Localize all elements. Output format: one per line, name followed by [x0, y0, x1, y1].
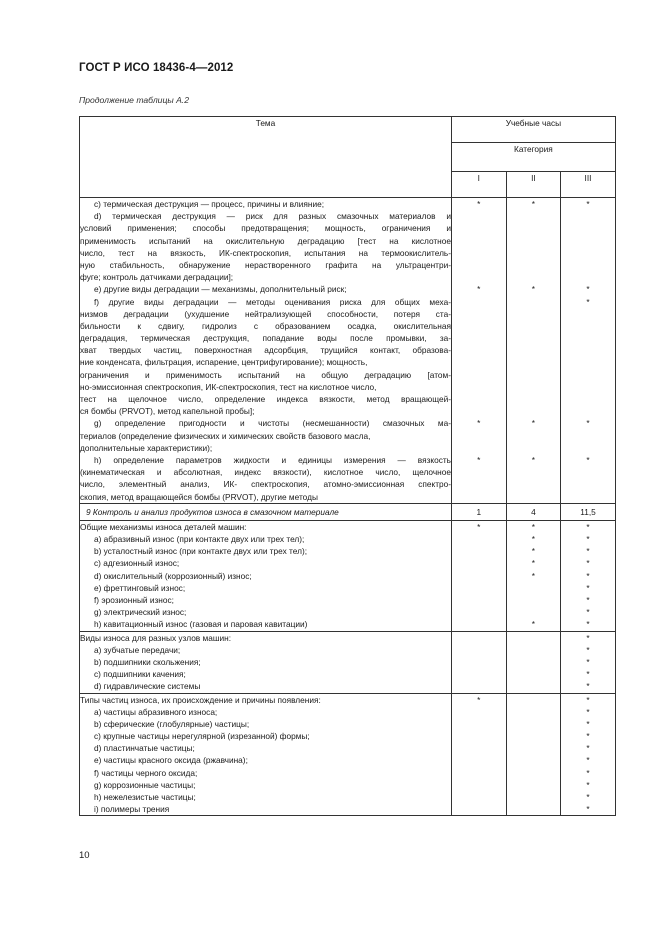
topic-line: хват твердых частиц, поверхностная адсорбция, трущийся контакт, образова-: [80, 345, 451, 356]
asterisk-mark: [452, 791, 506, 803]
asterisk-mark: [507, 491, 561, 503]
asterisk-mark: *: [586, 534, 590, 545]
asterisk-mark: [452, 308, 506, 320]
asterisk-mark: [507, 656, 561, 668]
topic-line: d) окислительный (коррозионный) износ;: [94, 570, 252, 581]
category-2-cell: [506, 631, 561, 693]
asterisk-mark: [507, 632, 561, 644]
topic-cell: [80, 520, 452, 631]
topic-line: e) частицы красного оксида (ржавчина);: [94, 755, 248, 766]
asterisk-mark: [507, 718, 561, 730]
asterisk-mark: *: [586, 558, 590, 569]
asterisk-mark: [452, 779, 506, 791]
asterisk-mark: *: [586, 644, 590, 655]
topic-line: (кинематическая и абсолютная, индекс вязкости), кислотное число, щелочное: [80, 467, 451, 478]
topic-line: низмов деградации (ухудшение нейтрализующей способности, потеря ста-: [80, 308, 451, 319]
asterisk-mark: [452, 545, 506, 557]
category-1-cell: [452, 520, 507, 631]
asterisk-mark: [507, 308, 561, 320]
section-hours-1: 1: [452, 503, 507, 520]
asterisk-mark: *: [586, 546, 590, 557]
topic-block-row: [80, 198, 616, 504]
topic-line: f) эрозионный износ;: [94, 595, 174, 606]
asterisk-mark: [561, 356, 615, 368]
asterisk-mark: [507, 271, 561, 283]
asterisk-mark: *: [531, 284, 535, 295]
category-2-cell: [506, 198, 561, 504]
section-hours-3: 11,5: [561, 503, 616, 520]
topic-line: ся бомбы (PRVOT), метод капельной пробы];: [80, 406, 255, 417]
asterisk-mark: [561, 259, 615, 271]
asterisk-mark: [507, 393, 561, 405]
asterisk-mark: *: [586, 632, 590, 643]
asterisk-mark: [507, 680, 561, 692]
asterisk-mark: *: [586, 521, 590, 532]
asterisk-mark: [561, 491, 615, 503]
asterisk-mark: [561, 210, 615, 222]
asterisk-mark: [561, 369, 615, 381]
topic-line: число, тест на вязкость, ИК-спектроскопия, испытания на термоокислитель-: [80, 247, 451, 258]
topic-line: f) другие виды деградации — методы оценивания риска для общих меха-: [94, 296, 451, 307]
asterisk-mark: *: [531, 570, 535, 581]
asterisk-mark: [452, 767, 506, 779]
asterisk-mark: [452, 557, 506, 569]
topic-line: деградация, термическая деструкция, попадание воды после промывки, за-: [80, 333, 451, 344]
asterisk-mark: [507, 222, 561, 234]
topic-line: e) другие виды деградации — механизмы, дополнительный риск;: [94, 284, 347, 295]
topic-line: териалов (определение физических и химических свойств базового масла,: [80, 430, 371, 441]
asterisk-mark: [507, 606, 561, 618]
asterisk-mark: [507, 803, 561, 815]
asterisk-mark: [452, 296, 506, 308]
topic-line: i) полимеры трения: [94, 804, 170, 815]
asterisk-mark: [507, 644, 561, 656]
asterisk-mark: [507, 767, 561, 779]
asterisk-mark: [452, 656, 506, 668]
asterisk-mark: *: [586, 755, 590, 766]
topic-line: бильности к сдвигу, гидролиз с образованием осадка, окислительная: [80, 320, 451, 331]
topic-line: условий применения; способы предотвращения; мощность, ограничения и: [80, 223, 451, 234]
category-3-cell: [561, 198, 616, 504]
topic-line: фуге; контроль датчиками деградации];: [80, 272, 234, 283]
asterisk-mark: *: [586, 804, 590, 815]
column-header-hours: Учебные часы: [452, 117, 616, 143]
asterisk-mark: [507, 405, 561, 417]
category-header-2: II: [506, 172, 561, 198]
topic-line: g) коррозионные частицы;: [94, 779, 196, 790]
asterisk-mark: *: [586, 199, 590, 209]
asterisk-mark: [507, 478, 561, 490]
asterisk-mark: [507, 668, 561, 680]
topic-line: Общие механизмы износа деталей машин:: [80, 521, 247, 532]
asterisk-mark: [452, 730, 506, 742]
asterisk-mark: *: [586, 607, 590, 618]
asterisk-mark: [561, 308, 615, 320]
asterisk-mark: [452, 582, 506, 594]
asterisk-mark: [452, 356, 506, 368]
asterisk-mark: [507, 706, 561, 718]
asterisk-mark: *: [477, 284, 481, 295]
asterisk-mark: [452, 668, 506, 680]
asterisk-mark: [507, 356, 561, 368]
topic-line: c) адгезионный износ;: [94, 558, 180, 569]
asterisk-mark: *: [531, 619, 535, 630]
section-row: [80, 503, 616, 520]
asterisk-mark: *: [586, 669, 590, 680]
asterisk-mark: [507, 442, 561, 454]
asterisk-mark: [452, 570, 506, 582]
topic-line: d) термическая деструкция — риск для разных смазочных материалов и: [94, 211, 451, 222]
topic-line: g) определение пригодности и чистоты (несмешанности) смазочных ма-: [94, 418, 451, 429]
asterisk-mark: [507, 381, 561, 393]
asterisk-mark: *: [586, 779, 590, 790]
asterisk-mark: *: [531, 558, 535, 569]
asterisk-mark: *: [477, 418, 481, 429]
asterisk-mark: [561, 271, 615, 283]
category-1-cell: [452, 693, 507, 816]
topic-line: h) нежелезистые частицы;: [94, 792, 196, 803]
topic-line: a) частицы абразивного износа;: [94, 706, 218, 717]
topic-line: f) частицы черного оксида;: [94, 767, 198, 778]
asterisk-mark: [452, 222, 506, 234]
asterisk-mark: [452, 466, 506, 478]
topic-line: d) пластинчатые частицы;: [94, 743, 195, 754]
topic-group-row: [80, 693, 616, 816]
asterisk-mark: [452, 803, 506, 815]
asterisk-mark: [507, 779, 561, 791]
asterisk-mark: [452, 618, 506, 630]
asterisk-mark: *: [586, 619, 590, 630]
asterisk-mark: [452, 271, 506, 283]
asterisk-mark: [452, 247, 506, 259]
asterisk-mark: [507, 791, 561, 803]
asterisk-mark: *: [531, 418, 535, 429]
section-hours-2: 4: [506, 503, 561, 520]
topic-cell: [80, 198, 452, 504]
asterisk-mark: [561, 478, 615, 490]
topic-line: a) зубчатые передачи;: [94, 644, 181, 655]
topic-group-row: [80, 520, 616, 631]
topic-line: g) электрический износ;: [94, 607, 187, 618]
page-number: 10: [79, 850, 90, 861]
topic-line: ограничения и применимость испытаний на общую деградацию [атом-: [80, 369, 451, 380]
asterisk-mark: [507, 259, 561, 271]
topic-line: число, элементный анализ, ИК- спектроскопия, атомно-эмиссионная спектро-: [80, 479, 451, 490]
asterisk-mark: [561, 405, 615, 417]
asterisk-mark: [561, 393, 615, 405]
asterisk-mark: *: [531, 534, 535, 545]
asterisk-mark: [507, 296, 561, 308]
asterisk-mark: [452, 680, 506, 692]
asterisk-mark: [561, 235, 615, 247]
asterisk-mark: *: [531, 199, 535, 209]
column-header-category: Категория: [452, 142, 616, 172]
asterisk-mark: *: [531, 454, 535, 465]
topic-line: применимость испытаний на окислительную деградацию [тест на кислотное: [80, 235, 451, 246]
topic-line: h) кавитационный износ (газовая и паровая кавитации): [94, 619, 308, 630]
category-1-cell: [452, 631, 507, 693]
document-title: ГОСТ Р ИСО 18436-4—2012: [79, 62, 234, 74]
asterisk-mark: [507, 466, 561, 478]
asterisk-mark: [561, 466, 615, 478]
asterisk-mark: [561, 430, 615, 442]
asterisk-mark: [561, 381, 615, 393]
asterisk-mark: [507, 235, 561, 247]
topic-line: ную стабильность, обнаружение нерастворенного графита на ультрацентри-: [80, 259, 451, 270]
asterisk-mark: [452, 606, 506, 618]
section-title: 9 Контроль и анализ продуктов износа в смазочном материале: [80, 503, 452, 520]
asterisk-mark: [561, 344, 615, 356]
asterisk-mark: [452, 381, 506, 393]
asterisk-mark: *: [477, 454, 481, 465]
asterisk-mark: *: [586, 582, 590, 593]
asterisk-mark: *: [586, 694, 590, 705]
asterisk-mark: [507, 344, 561, 356]
asterisk-mark: [507, 754, 561, 766]
topic-line: e) фреттинговый износ;: [94, 582, 186, 593]
asterisk-mark: [452, 594, 506, 606]
asterisk-mark: *: [586, 296, 590, 307]
asterisk-mark: [561, 320, 615, 332]
asterisk-mark: [452, 430, 506, 442]
topic-line: но-эмиссионная спектроскопия, ИК-спектроскопия, тест на кислотное число,: [80, 381, 377, 392]
asterisk-mark: [452, 632, 506, 644]
asterisk-mark: [452, 706, 506, 718]
topic-group-row: [80, 631, 616, 693]
topic-line: тест на щелочное число, определение индекса вязкости, метод вращающей-: [80, 394, 451, 404]
asterisk-mark: [507, 694, 561, 706]
asterisk-mark: *: [586, 454, 590, 465]
category-header-1: I: [452, 172, 507, 198]
asterisk-mark: [452, 442, 506, 454]
asterisk-mark: *: [586, 743, 590, 754]
topic-cell: [80, 693, 452, 816]
asterisk-mark: [452, 259, 506, 271]
asterisk-mark: [452, 644, 506, 656]
category-3-cell: [561, 693, 616, 816]
category-1-cell: [452, 198, 507, 504]
category-2-cell: [506, 520, 561, 631]
asterisk-mark: [452, 491, 506, 503]
topic-line: дополнительные характеристики);: [80, 442, 213, 453]
asterisk-mark: [452, 320, 506, 332]
asterisk-mark: *: [477, 199, 481, 209]
asterisk-mark: [507, 332, 561, 344]
table-continuation-caption: Продолжение таблицы А.2: [79, 95, 189, 105]
asterisk-mark: [452, 533, 506, 545]
asterisk-mark: [561, 247, 615, 259]
asterisk-mark: [452, 405, 506, 417]
asterisk-mark: [507, 594, 561, 606]
asterisk-mark: [507, 730, 561, 742]
asterisk-mark: [452, 344, 506, 356]
asterisk-mark: [452, 754, 506, 766]
topic-line: c) термическая деструкция — процесс, причины и влияние;: [94, 199, 325, 209]
asterisk-mark: [561, 332, 615, 344]
asterisk-mark: *: [586, 681, 590, 692]
asterisk-mark: *: [586, 570, 590, 581]
category-header-3: III: [561, 172, 616, 198]
topic-line: b) сферические (глобулярные) частицы;: [94, 718, 250, 729]
topic-line: d) гидравлические системы: [94, 681, 201, 692]
asterisk-mark: [452, 478, 506, 490]
topic-line: Виды износа для разных узлов машин:: [80, 632, 232, 643]
category-3-cell: [561, 520, 616, 631]
asterisk-mark: [452, 393, 506, 405]
asterisk-mark: [452, 718, 506, 730]
topic-line: a) абразивный износ (при контакте двух или трех тел);: [94, 534, 305, 545]
topic-line: Типы частиц износа, их происхождение и причины появления:: [80, 694, 321, 705]
asterisk-mark: *: [586, 706, 590, 717]
asterisk-mark: [507, 369, 561, 381]
asterisk-mark: [507, 247, 561, 259]
asterisk-mark: *: [586, 767, 590, 778]
asterisk-mark: [452, 332, 506, 344]
topic-line: скопия, метод вращающейся бомбы (PRVOT), другие методы: [80, 491, 318, 502]
asterisk-mark: *: [531, 546, 535, 557]
asterisk-mark: [452, 235, 506, 247]
asterisk-mark: [452, 210, 506, 222]
asterisk-mark: [507, 430, 561, 442]
asterisk-mark: [452, 369, 506, 381]
asterisk-mark: [452, 742, 506, 754]
asterisk-mark: [507, 210, 561, 222]
training-hours-table: [79, 116, 616, 816]
asterisk-mark: *: [531, 521, 535, 532]
asterisk-mark: *: [477, 694, 481, 705]
asterisk-mark: [561, 222, 615, 234]
asterisk-mark: *: [586, 656, 590, 667]
topic-line: h) определение параметров жидкости и единицы измерения — вязкость: [94, 454, 451, 465]
asterisk-mark: [507, 582, 561, 594]
category-3-cell: [561, 631, 616, 693]
topic-line: b) подшипники скольжения;: [94, 656, 201, 667]
column-header-topic: Тема: [80, 117, 452, 198]
asterisk-mark: *: [586, 284, 590, 295]
asterisk-mark: [507, 320, 561, 332]
topic-line: b) усталостный износ (при контакте двух или трех тел);: [94, 546, 308, 557]
asterisk-mark: *: [586, 418, 590, 429]
asterisk-mark: [561, 442, 615, 454]
asterisk-mark: *: [586, 595, 590, 606]
asterisk-mark: [507, 742, 561, 754]
asterisk-mark: *: [477, 521, 481, 532]
topic-line: ние конденсата, фильтрация, испарение, центрифугирование); мощность,: [80, 357, 368, 368]
asterisk-mark: *: [586, 718, 590, 729]
topic-line: c) крупные частицы нерегулярной (изрезанной) формы;: [94, 731, 310, 742]
topic-line: c) подшипники качения;: [94, 669, 186, 680]
asterisk-mark: *: [586, 731, 590, 742]
category-2-cell: [506, 693, 561, 816]
asterisk-mark: *: [586, 792, 590, 803]
topic-cell: [80, 631, 452, 693]
